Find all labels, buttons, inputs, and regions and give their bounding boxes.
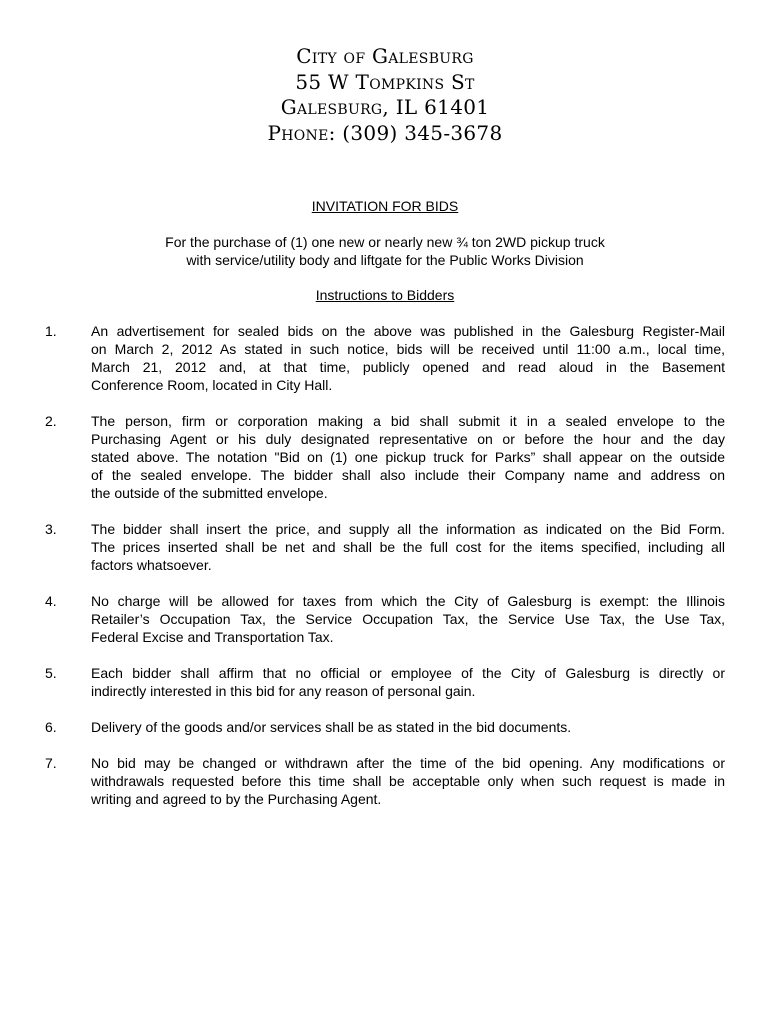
letterhead — [0, 44, 770, 146]
instruction-line: on March 2, 2012 As stated in such notice, bids will be received until 11:00 a.m., local time, — [91, 341, 725, 357]
instruction-text — [91, 718, 725, 736]
purchase-description-line: with service/utility body and liftgate for the Public Works Division — [186, 252, 584, 268]
instruction-line: withdrawals requested before this time shall be acceptable only when such request is made in — [91, 773, 725, 789]
instruction-line: Retailer’s Occupation Tax, the Service Occupation Tax, the Service Use Tax, the Use Tax, — [91, 611, 725, 627]
section-heading: Instructions to Bidders — [315, 287, 455, 303]
instruction-line: of the sealed envelope. The bidder shall also include their Company name and address on — [91, 467, 725, 483]
instruction-line: factors whatsoever. — [91, 557, 212, 573]
instruction-item — [0, 322, 770, 394]
instruction-number: 5. — [45, 665, 57, 681]
letterhead-street: 55 W Tompkins St — [295, 69, 475, 94]
instruction-number: 4. — [45, 593, 57, 609]
instruction-line: stated above. The notation "Bid on (1) one pickup truck for Parks” shall appear on the outside — [91, 449, 725, 465]
document-title: INVITATION FOR BIDS — [311, 198, 459, 214]
instruction-line: the outside of the submitted envelope. — [91, 485, 328, 501]
instruction-line: Purchasing Agent or his duly designated representative on or before the hour and the day — [91, 431, 725, 447]
purchase-description-line: For the purchase of (1) one new or nearly new ¾ ton 2WD pickup truck — [165, 234, 605, 250]
instruction-line: No bid may be changed or withdrawn after the time of the bid opening. Any modifications or — [91, 755, 725, 771]
instruction-item — [0, 520, 770, 574]
instruction-item — [0, 592, 770, 646]
instruction-text — [91, 592, 725, 646]
instruction-number: 6. — [45, 719, 57, 735]
instruction-line: writing and agreed to by the Purchasing Agent. — [91, 791, 382, 807]
instruction-text — [91, 754, 725, 808]
letterhead-city: City of Galesburg — [296, 44, 474, 68]
instruction-item — [0, 664, 770, 700]
purchase-description — [0, 233, 770, 269]
instruction-item — [0, 718, 770, 736]
instruction-list — [0, 322, 770, 826]
instruction-line: An advertisement for sealed bids on the above was published in the Galesburg Register-Mail — [91, 323, 725, 339]
instruction-text — [91, 520, 725, 574]
instruction-text — [91, 322, 725, 394]
instruction-line: March 21, 2012 and, at that time, publicly opened and read aloud in the Basement — [91, 359, 725, 375]
instruction-line: The prices inserted shall be net and shall be the full cost for the items specified, including all — [91, 539, 725, 555]
instruction-line: Delivery of the goods and/or services shall be as stated in the bid documents. — [91, 719, 572, 735]
instruction-text — [91, 664, 725, 700]
instruction-line: The person, firm or corporation making a bid shall submit it in a sealed envelope to the — [91, 413, 725, 429]
instruction-line: Federal Excise and Transportation Tax. — [91, 629, 334, 645]
instruction-line: The bidder shall insert the price, and supply all the information as indicated on the Bid Form. — [91, 521, 725, 537]
instruction-item — [0, 754, 770, 808]
letterhead-phone: Phone: (309) 345-3678 — [267, 120, 503, 145]
instruction-line: indirectly interested in this bid for any reason of personal gain. — [91, 683, 476, 699]
instruction-line: Conference Room, located in City Hall. — [91, 377, 333, 393]
instruction-item — [0, 412, 770, 502]
instruction-number: 1. — [45, 323, 57, 339]
instruction-line: Each bidder shall affirm that no official or employee of the City of Galesburg is directly or — [91, 665, 725, 681]
instruction-number: 2. — [45, 413, 57, 429]
instruction-text — [91, 412, 725, 502]
instruction-number: 3. — [45, 521, 57, 537]
instruction-line: No charge will be allowed for taxes from which the City of Galesburg is exempt: the Illinois — [91, 593, 725, 609]
instruction-number: 7. — [45, 755, 57, 771]
letterhead-city-state-zip: Galesburg, IL 61401 — [280, 95, 490, 119]
